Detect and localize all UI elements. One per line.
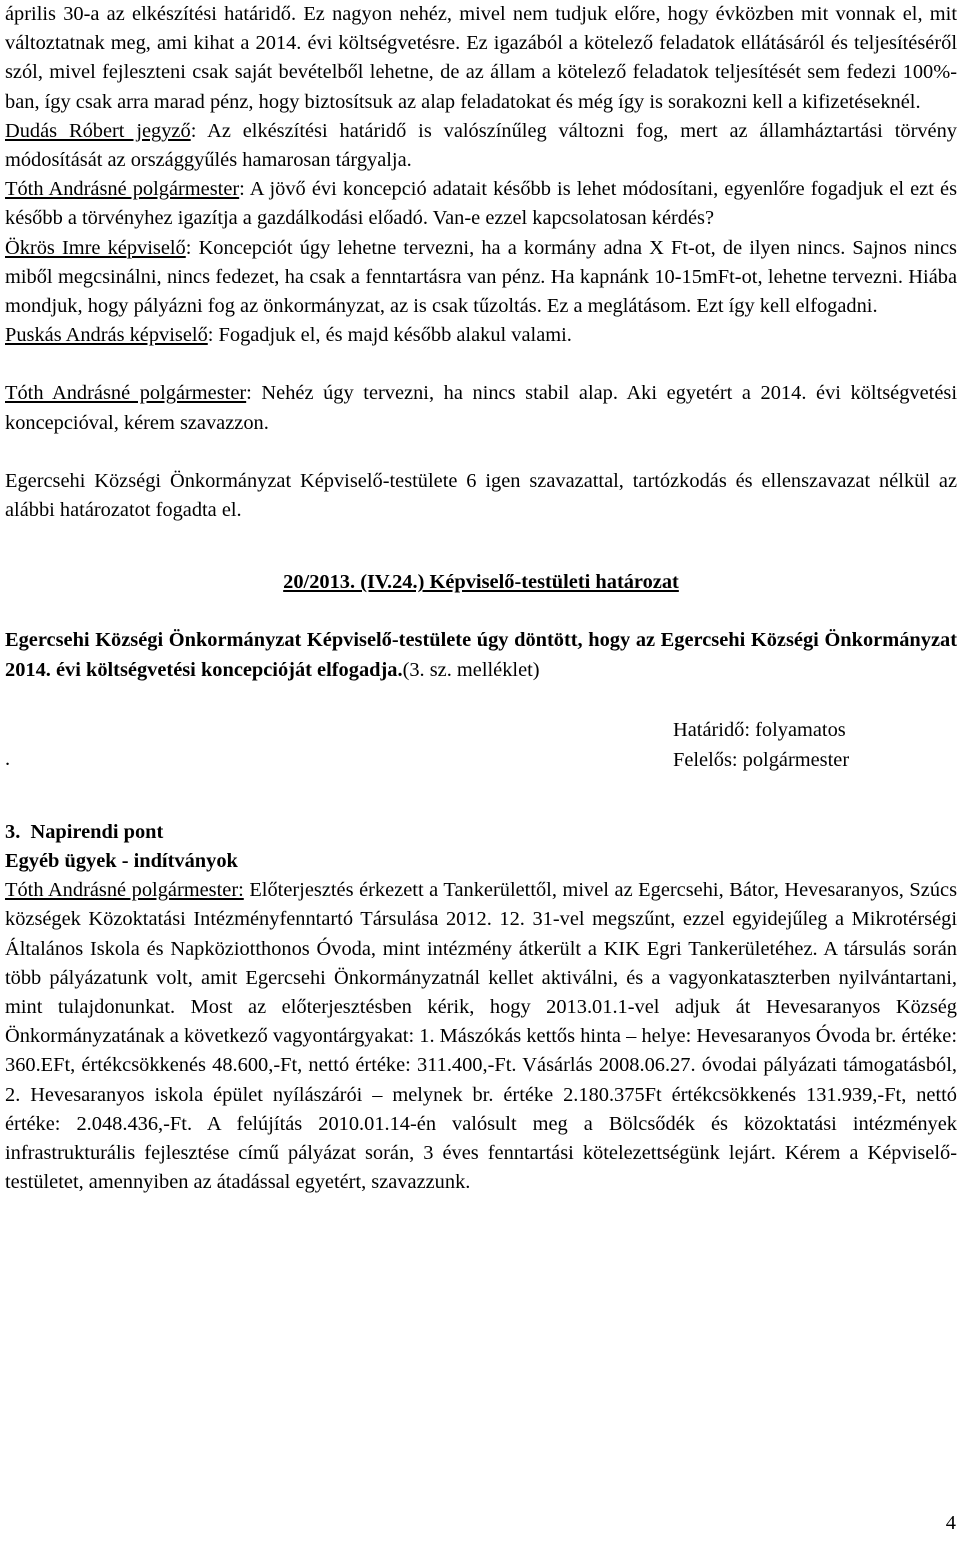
- speech-mayor-2: : Nehéz úgy tervezni, ha nincs stabil alap. Aki egyetért a 2014. évi költségvetési koncepcióval, kérem szavazzon.: [5, 382, 957, 434]
- resolution-deadline-block: [5, 685, 957, 775]
- speech-agenda-proposal: Előterjesztés érkezett a Tankerülettől, mivel az Egercsehi, Bátor, Hevesaranyos, Szúcs községek Közoktatási Intézményfenntartó Társulása 2012. 12. 31-vel megszűnt, ezzel egyidejűleg a Mikrotérségi Általános Iskola és Napköziotthonos Óvoda, mint intézmény átkerült a KIK Egri Tankerületéhez. A társulás során több pályázatunk volt, amit Egercsehi Önkormányzatnál kellet aktiválni, és a vagyonkataszterben nyilvántartani, mint tulajdonunkat. Most az előterjesztésben kérik, hogy 2013.01.1-vel adjuk át Hevesaranyos Község Önkormányzatának a következő vagyontárgyakat: 1. Mászókás kettős hinta – helye: Hevesaranyos Óvoda br. értéke: 360.EFt, értékcsökkenés 48.600,-Ft, nettó értéke: 311.400,-Ft. Vásárlás 2008.06.27. óvodai pályázati támogatásból, 2. Hevesaranyos iskola épület nyílászárói – melynek br. értéke 2.180.375Ft értékcsökkenés 131.939,-Ft, nettó értéke: 2.048.436,-Ft. A felújítás 2010.01.14-én valósult meg a Bölcsődék és közoktatási intézmények infrastrukturális fejlesztése című pályázat során, 3 éves fenntartási kötelezettségünk lejárt. Kérem a Képviselő-testületet, amennyiben az átadással egyetért, szavazzunk.: [5, 879, 957, 1194]
- paragraph-agenda-proposal: [5, 876, 957, 1197]
- paragraph-representative-okros: [5, 234, 957, 322]
- paragraph-mayor-2: [5, 379, 957, 437]
- speaker-puskas: Puskás András képviselő: [5, 324, 208, 347]
- speech-okros: : Koncepciót úgy lehetne tervezni, ha a kormány adna X Ft-ot, de ilyen nincs. Sajnos nincs miből megcsinálni, nincs fedezet, ha csak a fenntartásra van pénz. Ha kapnánk 10-15mFt-ot, lehetne tervezni. Hiába mondjuk, hogy pályázni fog az önkormányzat, az is csak tűzoltás. Ez a meglátásom. Ezt így kell elfogadni.: [5, 236, 957, 318]
- speaker-mayor-3: Tóth Andrásné polgármester:: [5, 879, 244, 902]
- speaker-mayor: Tóth Andrásné polgármester: [5, 178, 240, 201]
- agenda-label: Napirendi pont: [30, 820, 164, 843]
- agenda-number: 3.: [5, 820, 21, 843]
- speech-puskas: : Fogadjuk el, és majd később alakul valami.: [207, 324, 572, 347]
- resolution-deadline: Határidő: folyamatos: [673, 718, 846, 741]
- resolution-body: [5, 626, 957, 684]
- resolution-attachment-note: (3. sz. melléklet): [402, 658, 540, 681]
- resolution-dot: .: [5, 747, 11, 770]
- agenda-heading: [5, 818, 957, 847]
- paragraph-concept-deadline: április 30-a az elkészítési határidő. Ez nagyon nehéz, mivel nem tudjuk előre, hogy évközben mit vonnak el, mit változtatnak meg, ami kihat a 2014. évi költségvetésre. Ez igazából a kötelező feladatok ellátásáról és teljesítéséről szól, mivel fejleszteni csak saját bevételből lehetne, de az állam a kötelező feladatok teljesítését sem fedezi 100%-ban, így csak arra marad pénz, hogy biztosítsuk az alap feladatokat és még így is sorakozni kell a kifizetéseknél.: [5, 3, 957, 113]
- speech-notary: : Az elkészítési határidő is valószínűleg változni fog, mert az államháztartási törvény módosítását az országgyűlés hamarosan tárgyalja.: [5, 119, 957, 172]
- resolution-title: 20/2013. (IV.24.) Képviselő-testületi határozat: [283, 571, 679, 594]
- paragraph-notary: [5, 117, 957, 175]
- speaker-okros: Ökrös Imre képviselő: [5, 236, 186, 259]
- page-number: 4: [945, 1512, 956, 1534]
- document-page: [5, 0, 957, 1198]
- agenda-title: Egyéb ügyek - indítványok: [5, 850, 238, 873]
- paragraph-representative-puskas: [5, 321, 957, 350]
- paragraph-mayor-1: [5, 175, 957, 233]
- speech-mayor: : A jövő évi koncepció adatait később is lehet módosítani, egyenlőre fogadjuk el ezt és később a törvényhez igazítja a gazdálkodási előadó. Van-e ezzel kapcsolatosan kérdés?: [5, 178, 957, 230]
- resolution-body-bold: Egercsehi Községi Önkormányzat Képviselő-testülete úgy döntött, hogy az Egercsehi Községi Önkormányzat 2014. évi költségvetési koncepcióját elfogadja.: [5, 629, 957, 681]
- paragraph-vote-result: Egercsehi Községi Önkormányzat Képviselő-testülete 6 igen szavazattal, tartózkodás és ellenszavazat nélkül az alábbi határozatot fogadta el.: [5, 469, 957, 522]
- speaker-mayor-2: Tóth Andrásné polgármester: [5, 382, 247, 405]
- resolution-responsible: Felelős: polgármester: [673, 748, 850, 771]
- speaker-notary: Dudás Róbert jegyző: [5, 119, 191, 142]
